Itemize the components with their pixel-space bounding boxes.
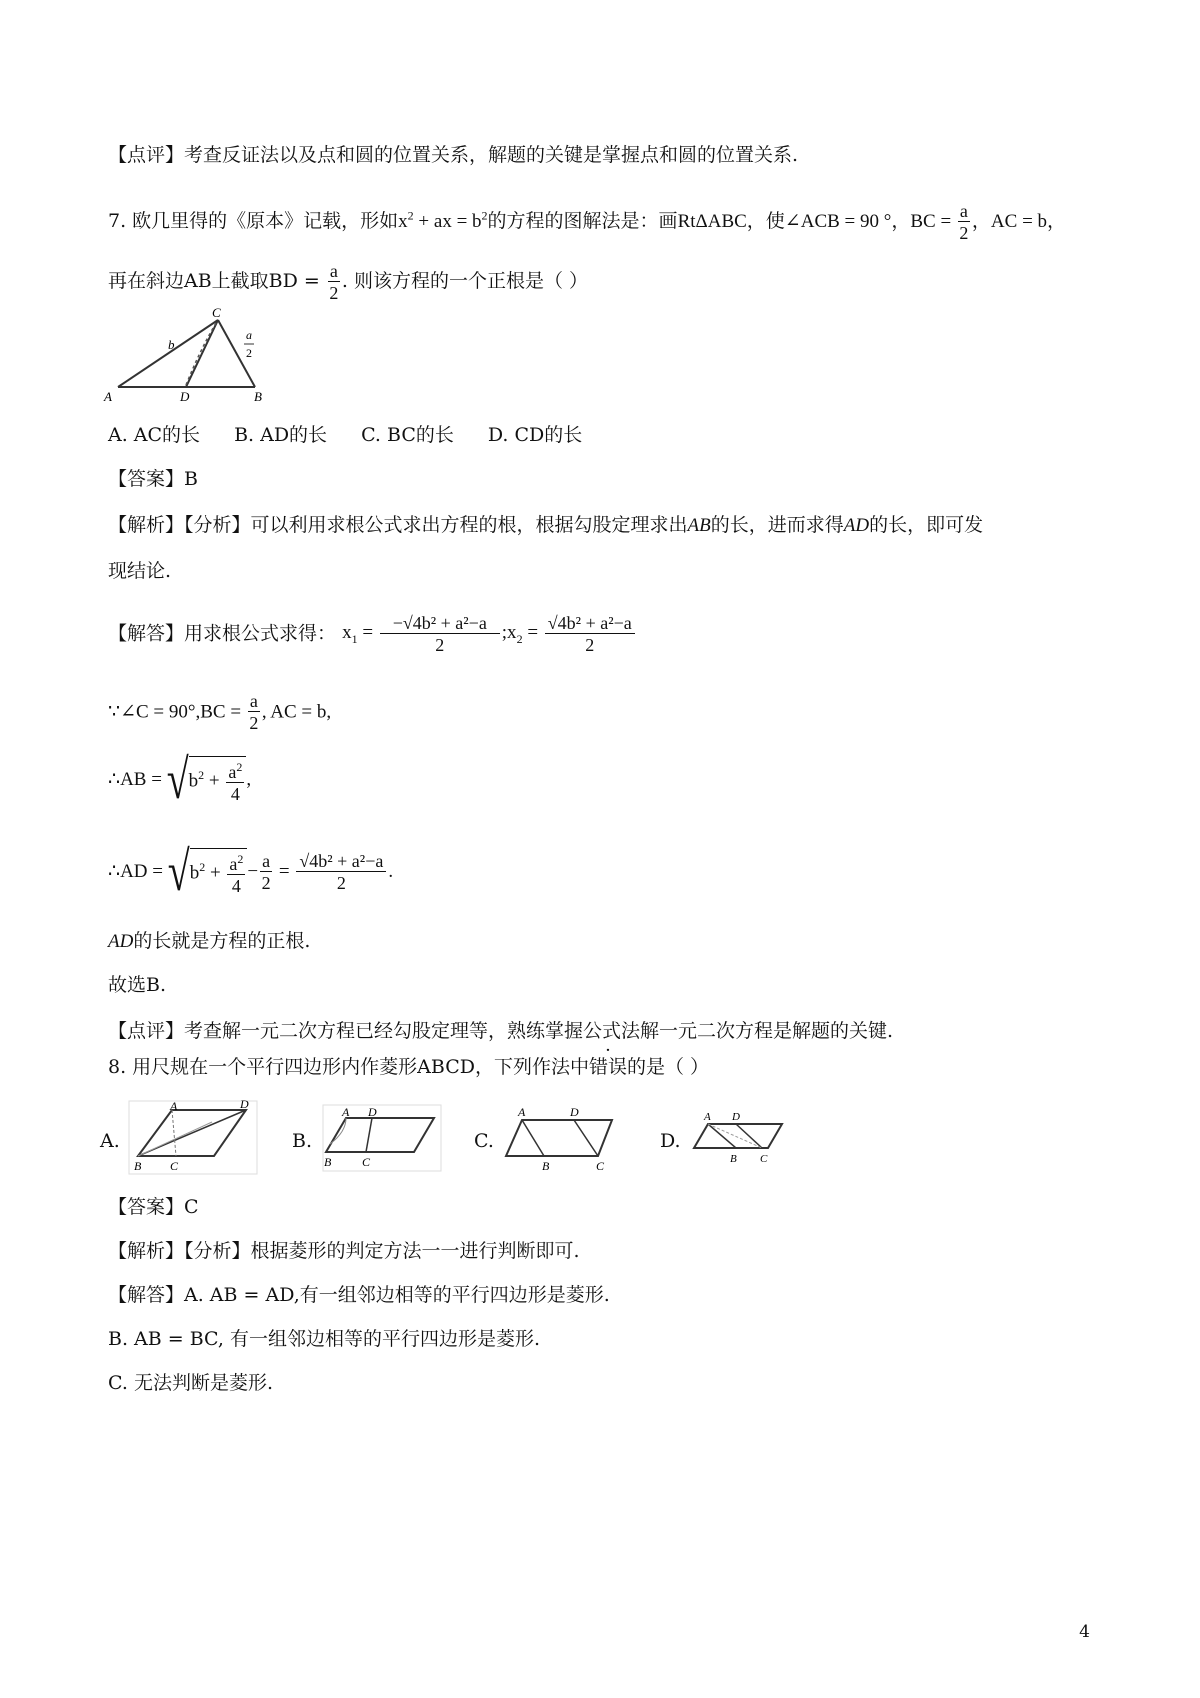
root-x1: $\frac{\text{−√4b² + a²−a}}{2}$: [380, 614, 500, 654]
q7-analysis: 【解析】【分析】可以利用求根公式求出方程的根，根据勾股定理求出AB的长，进而求得AD的长，即可发: [108, 514, 984, 536]
q8-figure-b: [322, 1104, 442, 1172]
root-x2: $\frac{\text{√4b² + a²−a}}{2}$: [545, 614, 635, 654]
q7-ab-formula: ∴AB = $√b^2$ + $\frac{a^2}{4}$ ,: [108, 747, 252, 811]
q7-stem-line1: [108, 202, 1066, 242]
q7-conclusion: AD的长就是方程的正根.: [108, 930, 311, 952]
q7-options: [108, 426, 582, 445]
q7-answer: 【答案】B: [108, 468, 198, 490]
q8-stem: 8. 用尺规在一个平行四边形内作菱形ABCD，下列作法中错误的是（ ）: [108, 1056, 710, 1078]
svg-text:B: B: [324, 1155, 332, 1169]
q8-solution-a: 【解答】A. AB = AD,有一组邻边相等的平行四边形是菱形.: [108, 1284, 610, 1306]
svg-text:D: D: [570, 1105, 579, 1119]
q7-stem-text2: 的方程的图解法是：画: [487, 210, 678, 232]
svg-text:D: D: [732, 1111, 740, 1123]
svg-text:B: B: [730, 1153, 737, 1165]
q7-bc-fraction: $\frac{a}{2}$: [959, 201, 969, 243]
q8-solution-b: B. AB = BC, 有一组邻边相等的平行四边形是菱形.: [108, 1328, 541, 1350]
q7-option-b[interactable]: B. AD的长: [234, 424, 328, 446]
q8-analysis: 【解析】【分析】根据菱形的判定方法一一进行判断即可.: [108, 1240, 580, 1262]
page-number: 4: [1079, 1622, 1090, 1642]
q8-option-c-label[interactable]: C.: [474, 1130, 494, 1152]
svg-text:A: A: [342, 1105, 350, 1119]
q7-ad-formula: ∴AD = $√b^2$ + $\frac{a^2}{4}$ − $\frac{a}{2}$ = $\frac{\text{√4b² + a²−a}}{2}$ .: [108, 839, 394, 903]
q8-figure-c: [500, 1102, 620, 1174]
q7-analysis-cont: 现结论.: [108, 560, 172, 582]
label-b: B: [254, 389, 262, 404]
q8-answer: 【答案】C: [108, 1196, 199, 1218]
q7-stem-question: . 则该方程的一个正根是（ ）: [341, 270, 589, 292]
q7-comment: 【点评】考查解一元二次方程已经勾股定理等，熟练掌握公式法解一元二次方程是解题的关键.: [108, 1020, 894, 1042]
q7-triangle-figure: [100, 305, 280, 405]
label-c: C: [212, 305, 221, 320]
q7-stem-line2: [108, 262, 588, 302]
q8-solution-c: C. 无法判断是菱形.: [108, 1372, 273, 1394]
label-a-side: a: [246, 328, 252, 342]
q7-choose: 故选B.: [108, 974, 167, 996]
q7-stem-bd: 再在斜边AB上截取BD =: [108, 270, 326, 292]
label-b-side: b: [168, 337, 175, 352]
q7-ac-def: ，AC = b，: [971, 211, 1067, 232]
svg-text:C: C: [760, 1153, 768, 1165]
svg-text:D: D: [368, 1105, 377, 1119]
q7-triangle-def: RtΔABC，使∠ACB = 90 °，BC =: [677, 211, 956, 232]
q7-solution-roots: 【解答】用求根公式求得： $x_1$ = $\frac{\text{−√4b² + a²−a}}{2}$ $;x_2$ = $\frac{\text{√4b² + a²−a}}{2}$: [108, 614, 637, 654]
q7-stem-text: 7. 欧几里得的《原本》记载，形如: [108, 210, 399, 232]
svg-text:C: C: [596, 1159, 605, 1173]
q7-equation: $x^2$ + ax = $b^2$: [398, 208, 488, 232]
label-2-side: 2: [246, 346, 252, 360]
q7-option-c[interactable]: C. BC的长: [361, 424, 454, 446]
svg-text:D: D: [240, 1100, 249, 1111]
q7-option-a[interactable]: A. AC的长: [108, 424, 201, 446]
svg-text:B: B: [542, 1159, 550, 1173]
q6-comment: 【点评】考查反证法以及点和圆的位置关系，解题的关键是掌握点和圆的位置关系.: [108, 144, 799, 166]
svg-text:C: C: [170, 1159, 179, 1173]
q7-bd-fraction: $\frac{a}{2}$: [329, 261, 339, 303]
label-a: A: [104, 389, 112, 404]
q8-option-a-label[interactable]: A.: [100, 1130, 120, 1152]
q8-option-b-label[interactable]: B.: [292, 1130, 313, 1152]
svg-text:B: B: [134, 1159, 142, 1173]
q7-option-d[interactable]: D. CD的长: [487, 424, 583, 446]
svg-text:A: A: [518, 1105, 526, 1119]
q8-figure-a: [128, 1100, 258, 1175]
svg-text:A: A: [170, 1100, 178, 1113]
svg-text:A: A: [704, 1111, 711, 1123]
q7-because: ∵∠C = 90°,BC = $\frac{a}{2}$ , AC = b,: [108, 691, 332, 733]
q8-option-d-label[interactable]: D.: [660, 1130, 681, 1152]
label-d: D: [180, 389, 190, 404]
svg-text:C: C: [362, 1155, 371, 1169]
q8-figure-d: [690, 1108, 790, 1170]
